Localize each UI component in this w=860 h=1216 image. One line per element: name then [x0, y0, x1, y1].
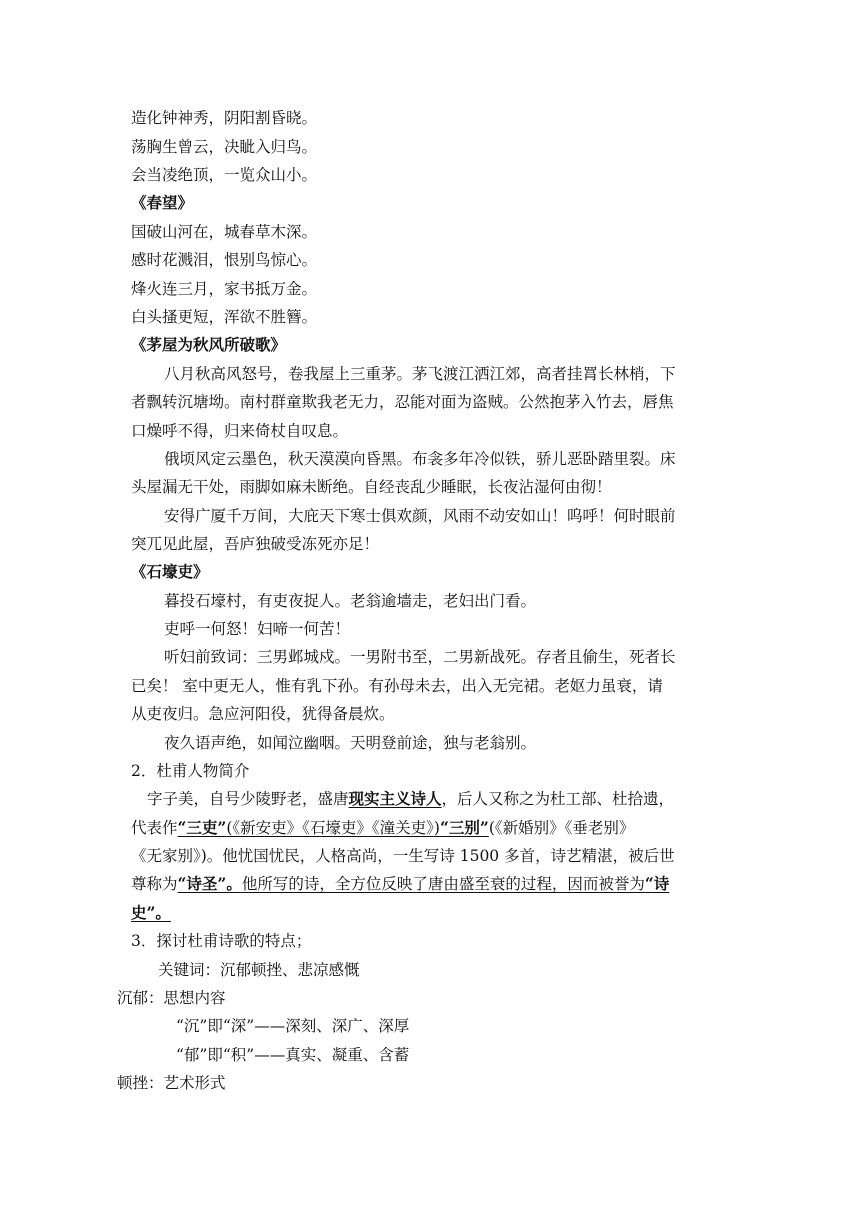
poem-title: 《石壕吏》 — [131, 562, 209, 581]
section-heading: 3．探讨杜甫诗歌的特点； — [131, 932, 312, 950]
poem-line: 荡胸生曾云，决眦入归鸟。 — [131, 138, 318, 156]
bio-text: 字子美，自号少陵野老，盛唐 — [147, 790, 349, 808]
poem-line: 口燥呼不得，归来倚杖自叹息。 — [131, 422, 349, 440]
bio-emphasis: 现实主义诗人 — [348, 789, 442, 808]
poem-line: 从吏夜归。急应河阳役，犹得备晨炊。 — [131, 705, 395, 723]
poem-line: 安得广厦千万间，大庇天下寒士俱欢颜，风雨不动安如山！呜呼！何时眼前 — [164, 507, 676, 525]
poem-line: 会当凌绝顶，一览众山小。 — [131, 166, 318, 184]
bio-line: 《无家别》)。他忧国忧民，人格高尚，一生写诗 1500 多首，诗艺精湛，被后世 — [131, 847, 675, 865]
bio-text: 尊称为 — [131, 875, 178, 893]
bio-text: ，后人又称之为杜工部、杜拾遗， — [441, 790, 675, 808]
poem-line: 烽火连三月，家书抵万金。 — [131, 280, 318, 298]
bio-text: (《新安吏》《石壕吏》《潼关吏》) — [226, 819, 440, 837]
bio-text: (《新婚别》《垂老别》 — [488, 819, 635, 837]
feature-line: 沉郁：思想内容 — [117, 989, 226, 1007]
bio-line — [131, 818, 634, 838]
keywords-line: 关键词：沉郁顿挫、悲凉感慨 — [158, 961, 360, 979]
poem-line: 吏呼一何怒！妇啼一何苦！ — [164, 620, 351, 638]
bio-emphasis: “诗 — [644, 874, 670, 893]
poem-line: 已矣！ 室中更无人，惟有乳下孙。有孙母未去，出入无完裙。老妪力虽衰，请 — [131, 677, 663, 695]
poem-line: 八月秋高风怒号，卷我屋上三重茅。茅飞渡江洒江郊，高者挂罥长林梢，下 — [164, 365, 676, 383]
poem-line: 突兀见此屋，吾庐独破受冻死亦足！ — [131, 535, 380, 553]
bio-emphasis: “三别” — [439, 818, 489, 837]
section-heading: 2．杜甫人物简介 — [131, 762, 250, 780]
poem-line: 暮投石壕村，有吏夜捉人。老翁逾墙走，老妇出门看。 — [164, 592, 537, 610]
feature-detail: “沉”即“深”——深刻、深广、深厚 — [176, 1017, 410, 1035]
bio-line — [131, 874, 669, 894]
poem-title: 《春望》 — [131, 193, 194, 212]
poem-line: 感时花溅泪，恨别鸟惊心。 — [131, 251, 318, 269]
poem-line: 听妇前致词：三男邺城戍。一男附书至，二男新战死。存者且偷生，死者长 — [164, 648, 676, 666]
bio-line — [147, 789, 674, 809]
poem-line: 头屋漏无干处，雨脚如麻未断绝。自经丧乱少睡眠，长夜沾湿何由彻！ — [131, 478, 612, 496]
poem-line: 造化钟神秀，阴阳割昏晓。 — [131, 109, 318, 127]
bio-text: 代表作 — [131, 819, 178, 837]
bio-emphasis: “诗圣”。 — [177, 874, 242, 893]
poem-line: 俄顷风定云墨色，秋天漠漠向昏黑。布衾多年冷似铁，骄儿恶卧踏里裂。床 — [164, 450, 676, 468]
poem-line: 白头搔更短，浑欲不胜簪。 — [131, 308, 318, 326]
feature-line: 顿挫：艺术形式 — [117, 1074, 226, 1092]
poem-line: 者飘转沉塘坳。南村群童欺我老无力，忍能对面为盗贼。公然抱茅入竹去，唇焦 — [131, 393, 674, 411]
bio-emphasis: “三吏” — [177, 818, 227, 837]
poem-line: 夜久语声绝，如闻泣幽咽。天明登前途，独与老翁别。 — [164, 734, 537, 752]
feature-detail: “郁”即“积”——真实、凝重、含蓄 — [176, 1046, 410, 1064]
bio-text: 他所写的诗，全方位反映了唐由盛至衰的过程，因而被誉为 — [241, 875, 645, 893]
bio-line: 史”。 — [131, 903, 171, 922]
poem-title: 《茅屋为秋风所破歌》 — [131, 335, 287, 354]
poem-line: 国破山河在，城春草木深。 — [131, 223, 318, 241]
